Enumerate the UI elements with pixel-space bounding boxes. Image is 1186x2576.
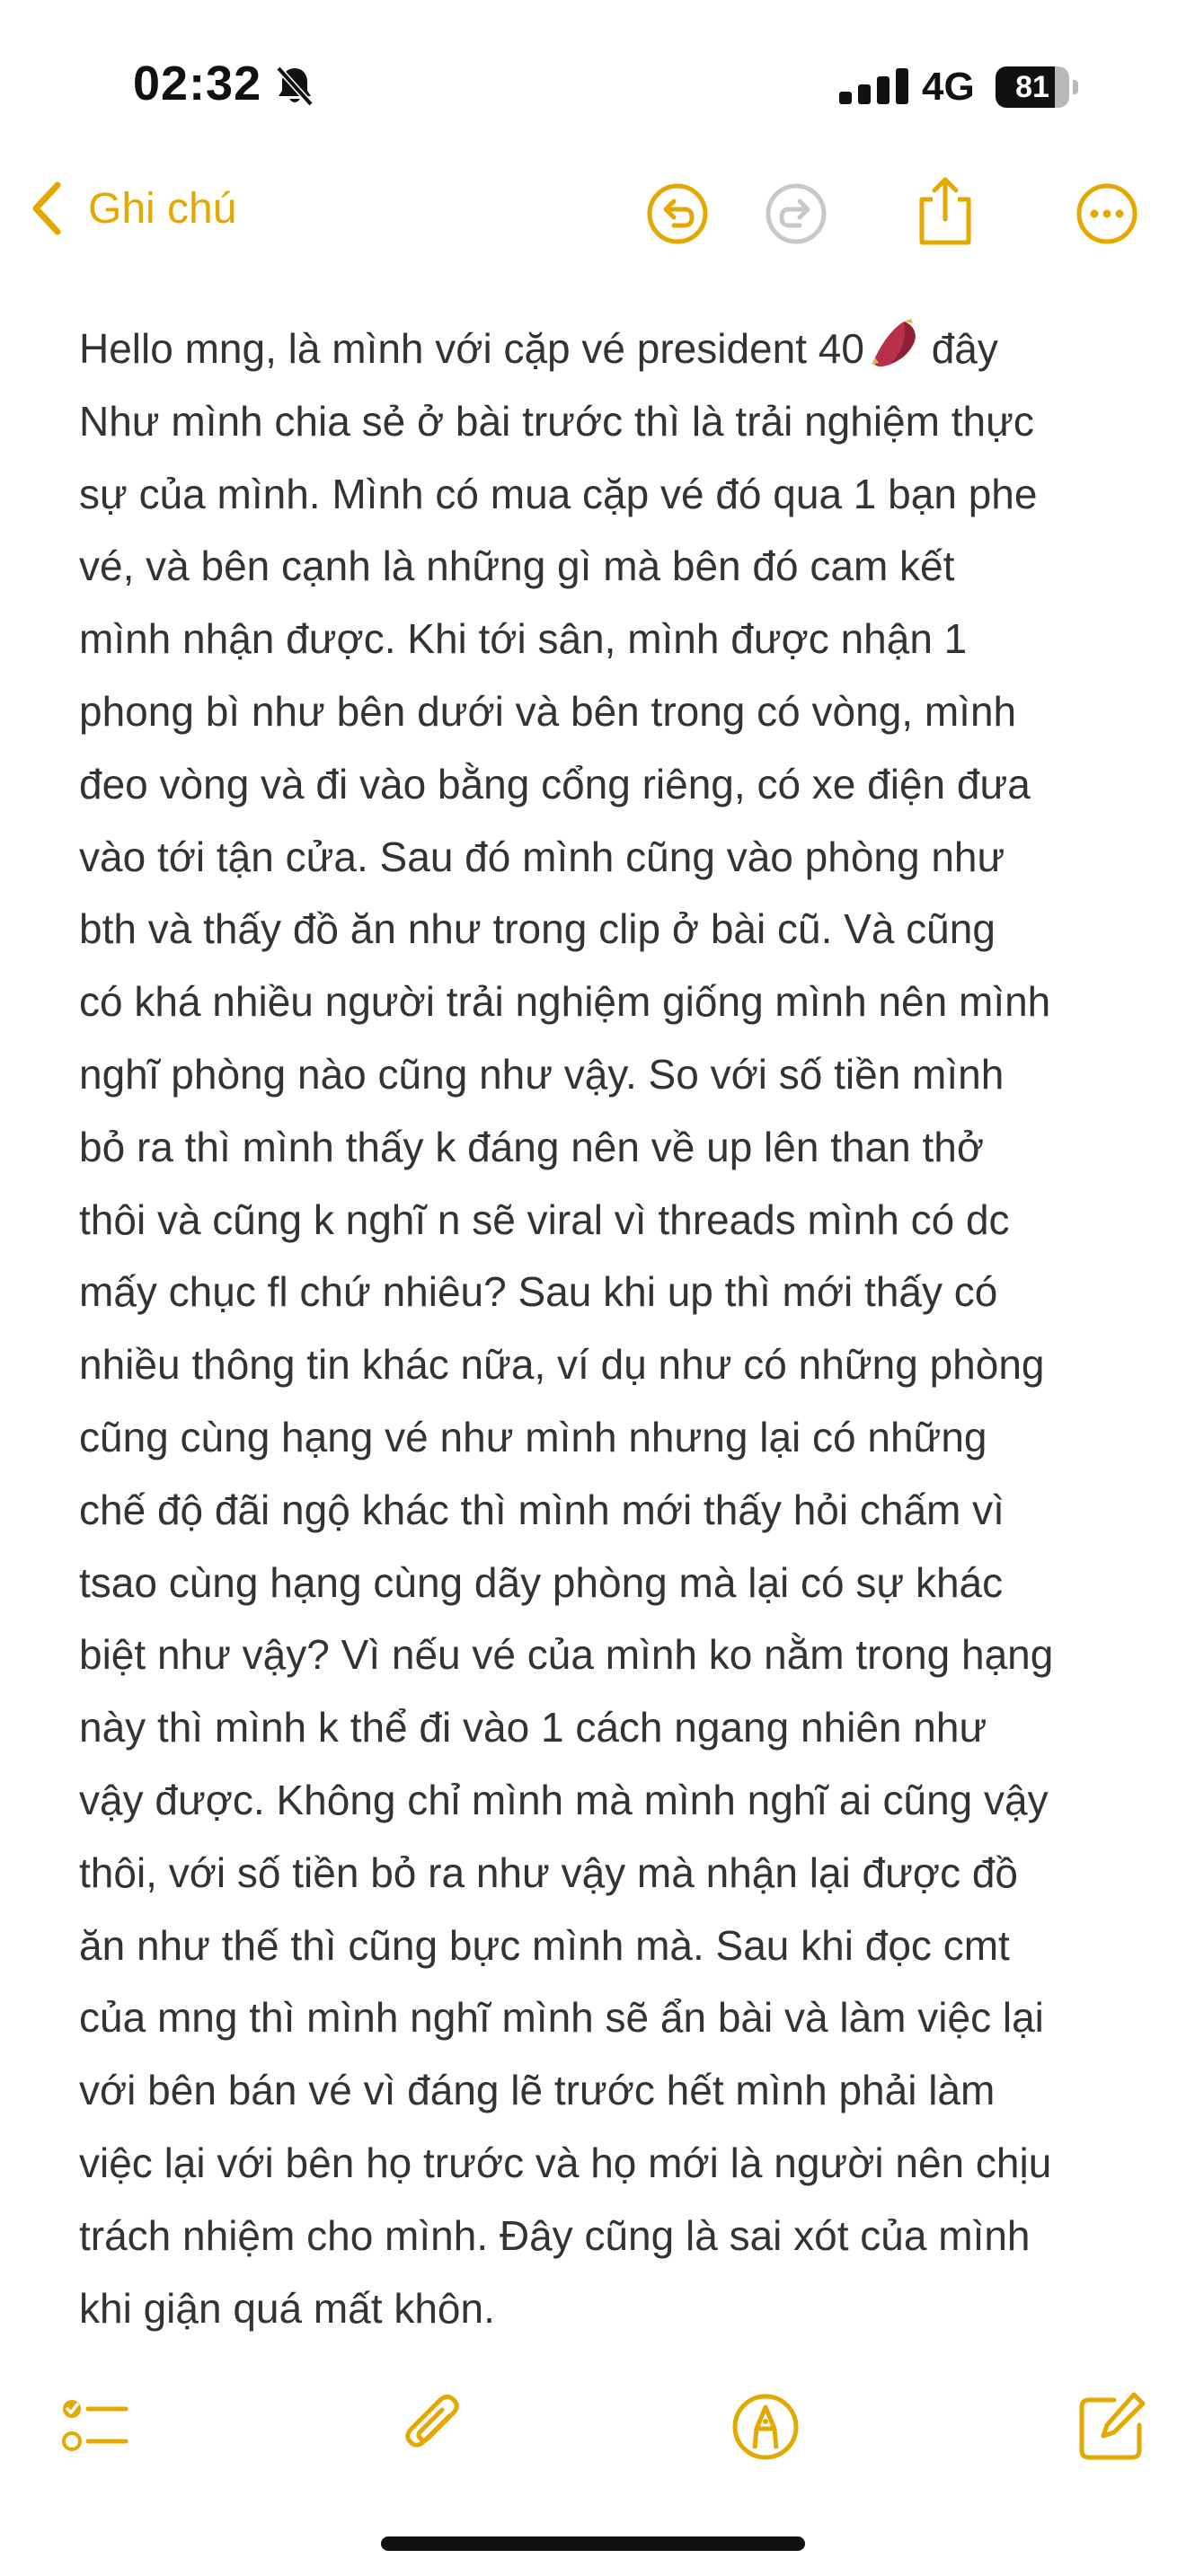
compose-icon[interactable] [1075,2389,1150,2465]
bottom-toolbar [0,2377,1186,2475]
status-time: 02:32 [133,57,262,110]
share-icon[interactable] [913,174,978,246]
checklist-icon[interactable] [58,2389,133,2465]
nav-bar [0,171,1186,260]
bell-slash-icon [275,65,314,108]
note-line: có khá nhiều người trải nghiệm giống mình nên mình [79,978,1051,1026]
note-line: vé, và bên cạnh là những gì mà bên đó cam kết [79,543,955,590]
note-line: vào tới tận cửa. Sau đó mình cũng vào phòng như [79,833,1005,880]
more-icon[interactable] [1075,181,1139,246]
note-body[interactable] [79,313,1121,2344]
note-line: này thì mình k thể đi vào 1 cách ngang nhiên như [79,1704,987,1751]
note-line: đeo vòng và đi vào bằng cổng riêng, có xe điện đưa [79,760,1031,807]
status-bar [0,0,1186,171]
note-line: cũng cùng hạng vé như mình nhưng lại có những [79,1413,987,1460]
note-line: trách nhiệm cho mình. Đây cũng là sai xót của mình [79,2211,1031,2259]
home-indicator[interactable] [381,2536,805,2551]
signal-bars-icon [839,68,911,104]
note-line: mấy chục fl chứ nhiêu? Sau khi up thì mới thấy có [79,1268,998,1316]
note-line: khi giận quá mất khôn. [79,2284,495,2332]
note-line: ăn như thế thì cũng bực mình mà. Sau khi đọc cmt [79,1921,1010,1969]
battery-level: 81 [1015,70,1049,104]
note-line: bth và thấy đồ ăn như trong clip ở bài cũ. Và cũng [79,905,996,953]
back-label: Ghi chú [88,184,237,233]
paperclip-icon[interactable] [397,2389,473,2465]
back-button[interactable] [29,180,236,237]
note-line: chế độ đãi ngộ khác thì mình mới thấy hỏi chấm vì [79,1486,1005,1533]
note-line: mình nhận được. Khi tới sân, mình được nhận 1 [79,615,968,663]
redo-icon[interactable] [764,181,828,246]
note-line: thôi, với số tiền bỏ ra như vậy mà nhận lại được đồ [79,1848,1019,1896]
chevron-left-icon [29,180,65,237]
note-line: bỏ ra thì mình thấy k đáng nên về up lên than thở [79,1123,985,1170]
note-line: vậy được. Không chỉ mình mà mình nghĩ ai cũng vậy [79,1776,1049,1823]
note-line: nhiều thông tin khác nữa, ví dụ như có những phòng [79,1341,1045,1389]
note-line: Như mình chia sẻ ở bài trước thì là trải nghiệm thực [79,397,1034,445]
note-line: phong bì như bên dưới và bên trong có vòng, mình [79,687,1017,735]
markup-pen-icon[interactable] [728,2389,803,2465]
note-line: Hello mng, là mình với cặp vé president 40 đây [79,313,1121,385]
sweet-potato-icon [868,318,920,368]
undo-icon[interactable] [645,181,710,246]
note-line: của mng thì mình nghĩ mình sẽ ẩn bài và làm việc lại [79,1994,1044,2042]
note-line: nghĩ phòng nào cũng như vậy. So với số tiền mình [79,1050,1005,1098]
battery-icon [996,66,1076,108]
note-line: sự của mình. Mình có mua cặp vé đó qua 1 bạn phe [79,470,1038,517]
network-type: 4G [922,65,975,109]
note-line: thôi và cũng k nghĩ n sẽ viral vì threads mình có dc [79,1195,1010,1243]
note-line: biệt như vậy? Vì nếu vé của mình ko nằm trong hạng [79,1631,1054,1679]
note-line: tsao cùng hạng cùng dãy phòng mà lại có sự khác [79,1558,1004,1606]
note-line: việc lại với bên họ trước và họ mới là người nên chịu [79,2139,1052,2186]
note-line: với bên bán vé vì đáng lẽ trước hết mình phải làm [79,2067,996,2114]
